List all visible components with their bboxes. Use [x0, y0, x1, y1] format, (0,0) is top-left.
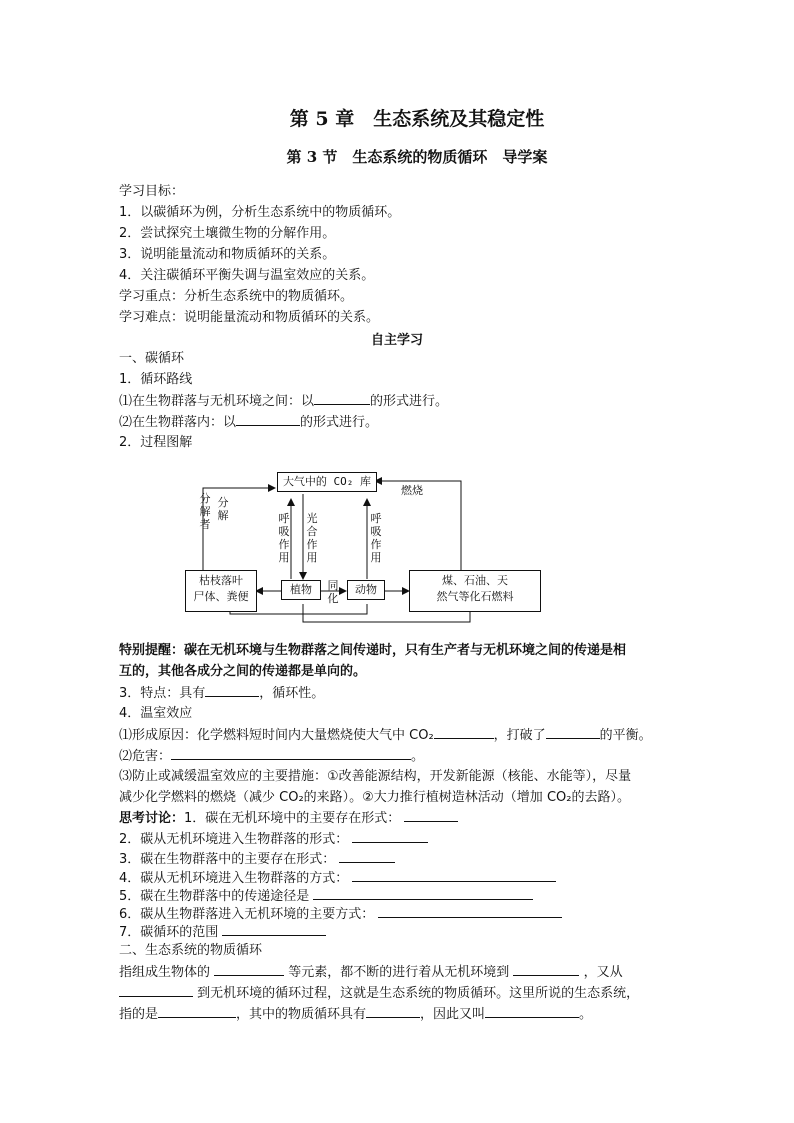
part2-line-3: 指的是 ，其中的物质循环具有 ，因此又叫 。 [119, 1004, 592, 1025]
blank[interactable] [352, 868, 556, 882]
chapter-title: 第 5 章 生态系统及其稳定性 [289, 108, 545, 130]
measure-line-2: 减少化学燃料的燃烧（减少 CO₂的来路）。②大力推行植树造林活动（增加 CO₂的去路）。 [119, 790, 630, 805]
question-1: 思考讨论：1．碳在无机环境中的主要存在形式： [119, 808, 458, 829]
blank[interactable] [236, 412, 300, 426]
blank[interactable] [214, 962, 284, 976]
assimilation-label: 同化 [327, 579, 339, 605]
feature-line: 3．特点：具有 ，循环性。 [119, 683, 324, 704]
blank[interactable] [158, 1004, 236, 1018]
blank[interactable] [378, 904, 562, 918]
route-heading: 1．循环路线 [119, 372, 193, 387]
self-study-heading: 自主学习 [370, 333, 423, 348]
blank[interactable] [222, 922, 326, 936]
objectives-heading: 学习目标： [119, 184, 185, 199]
question-2: 2．碳从无机环境进入生物群落的形式： [119, 829, 428, 850]
cause-line: ⑴形成原因：化学燃料短时间内大量燃烧使大气中 CO₂ ，打破了 的平衡。 [119, 725, 652, 746]
blank[interactable] [485, 1004, 579, 1018]
question-5: 5．碳在生物群落中的传递途径是 [119, 886, 533, 907]
decomposer-label: 分解者 [199, 492, 211, 531]
objective-2: 2．尝试探究土壤微生物的分解作用。 [119, 226, 336, 241]
plants-box: 植物 [281, 580, 321, 600]
litter-box: 枯枝落叶 尸体、粪便 [185, 570, 257, 612]
blank[interactable] [546, 725, 600, 739]
part2-line-1: 指组成生物体的 等元素，都不断的进行着从无机环境到 ，又从 [119, 962, 623, 983]
diagram-heading: 2．过程图解 [119, 435, 193, 450]
co2-pool-box: 大气中的 CO₂ 库 [277, 472, 377, 492]
carbon-cycle-diagram [180, 464, 550, 634]
part1-heading: 一、碳循环 [119, 351, 185, 366]
question-3: 3．碳在生物群落中的主要存在形式： [119, 849, 395, 870]
question-6: 6．碳从生物群落进入无机环境的主要方式： [119, 904, 562, 925]
blank[interactable] [205, 683, 259, 697]
blank[interactable] [171, 746, 411, 760]
route-1: ⑴在生物群落与无机环境之间：以 的形式进行。 [119, 391, 448, 412]
fossil-fuel-box: 煤、石油、天 然气等化石燃料 [409, 570, 541, 612]
question-4: 4．碳从无机环境进入生物群落的方式： [119, 868, 556, 889]
respiration-label-2: 呼吸作用 [370, 512, 382, 564]
objective-3: 3．说明能量流动和物质循环的关系。 [119, 247, 336, 262]
animals-box: 动物 [347, 580, 385, 600]
part2-line-2: 到无机环境的循环过程，这就是生态系统的物质循环。这里所说的生态系统， [119, 983, 639, 1004]
tip-line-1: 特别提醒：碳在无机环境与生物群落之间传递时，只有生产者与无机环境之间的传递是相 [119, 643, 627, 658]
blank[interactable] [513, 962, 579, 976]
decompose-label: 分解 [217, 496, 229, 522]
blank[interactable] [339, 849, 395, 863]
objective-1: 1．以碳循环为例，分析生态系统中的物质循环。 [119, 205, 401, 220]
blank[interactable] [314, 391, 370, 405]
objective-4: 4．关注碳循环平衡失调与温室效应的关系。 [119, 268, 375, 283]
route-2: ⑵在生物群落内：以 的形式进行。 [119, 412, 378, 433]
section-title: 第 3 节 生态系统的物质循环 导学案 [286, 148, 548, 166]
greenhouse-heading: 4．温室效应 [119, 706, 193, 721]
blank[interactable] [119, 983, 193, 997]
blank[interactable] [313, 886, 533, 900]
measure-line-1: ⑶防止或减缓温室效应的主要措施：①改善能源结构，开发新能源（核能、水能等），尽量 [119, 769, 632, 784]
difficulty: 学习难点：说明能量流动和物质循环的关系。 [119, 310, 380, 325]
harm-line: ⑵危害： 。 [119, 746, 424, 767]
question-7: 7．碳循环的范围 [119, 922, 326, 943]
blank[interactable] [404, 808, 458, 822]
respiration-label: 呼吸作用 [278, 512, 290, 564]
photosynthesis-label: 光合作用 [306, 512, 318, 564]
blank[interactable] [352, 829, 428, 843]
part2-heading: 二、生态系统的物质循环 [119, 943, 263, 958]
tip-line-2: 互的，其他各成分之间的传递都是单向的。 [119, 664, 367, 679]
key-point: 学习重点：分析生态系统中的物质循环。 [119, 289, 354, 304]
blank[interactable] [434, 725, 494, 739]
burning-label: 燃烧 [401, 484, 423, 497]
blank[interactable] [366, 1004, 420, 1018]
